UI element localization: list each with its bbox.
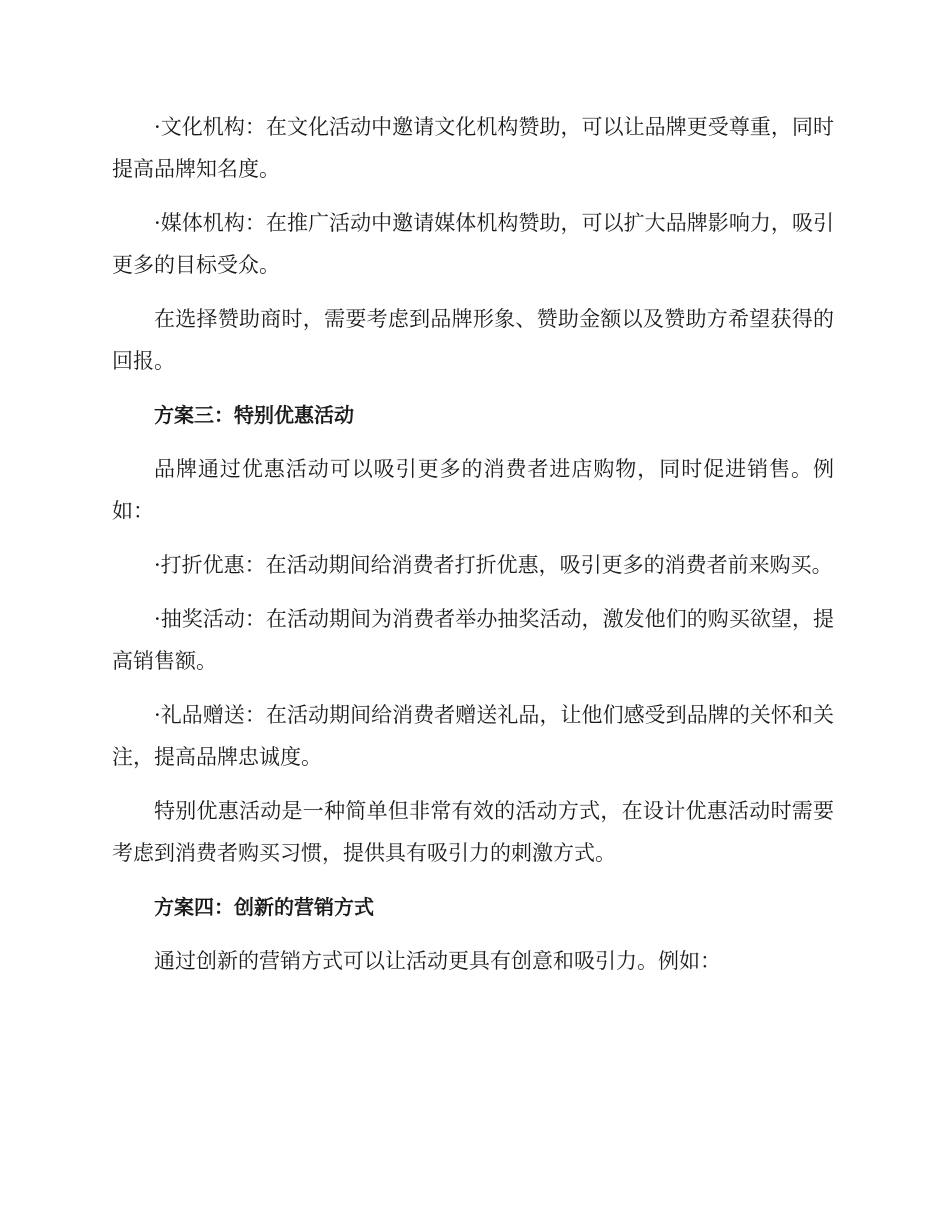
paragraph-lottery: ·抽奖活动：在活动期间为消费者举办抽奖活动，激发他们的购买欲望，提高销售额。 xyxy=(112,607,834,673)
paragraph-gift: ·礼品赠送：在活动期间给消费者赠送礼品，让他们感受到品牌的关怀和关注，提高品牌忠诚度。 xyxy=(112,703,834,769)
paragraph-promotion-summary: 特别优惠活动是一种简单但非常有效的活动方式，在设计优惠活动时需要考虑到消费者购买习惯，提供具有吸引力的刺激方式。 xyxy=(112,799,834,865)
paragraph-media-institutions: ·媒体机构：在推广活动中邀请媒体机构赞助，可以扩大品牌影响力，吸引更多的目标受众。 xyxy=(112,211,834,277)
paragraph-promotion-intro: 品牌通过优惠活动可以吸引更多的消费者进店购物，同时促进销售。例如： xyxy=(112,457,834,523)
paragraph-sponsor-selection: 在选择赞助商时，需要考虑到品牌形象、赞助金额以及赞助方希望获得的回报。 xyxy=(112,307,834,373)
paragraph-cultural-institutions: ·文化机构：在文化活动中邀请文化机构赞助，可以让品牌更受尊重，同时提高品牌知名度。 xyxy=(112,115,834,181)
document-page xyxy=(112,106,834,994)
paragraph-discount: ·打折优惠：在活动期间给消费者打折优惠，吸引更多的消费者前来购买。 xyxy=(154,553,833,577)
paragraph-innovative-marketing: 通过创新的营销方式可以让活动更具有创意和吸引力。例如： xyxy=(154,949,721,973)
heading-plan-three: 方案三：特别优惠活动 xyxy=(154,403,354,427)
heading-plan-four: 方案四：创新的营销方式 xyxy=(154,895,374,919)
